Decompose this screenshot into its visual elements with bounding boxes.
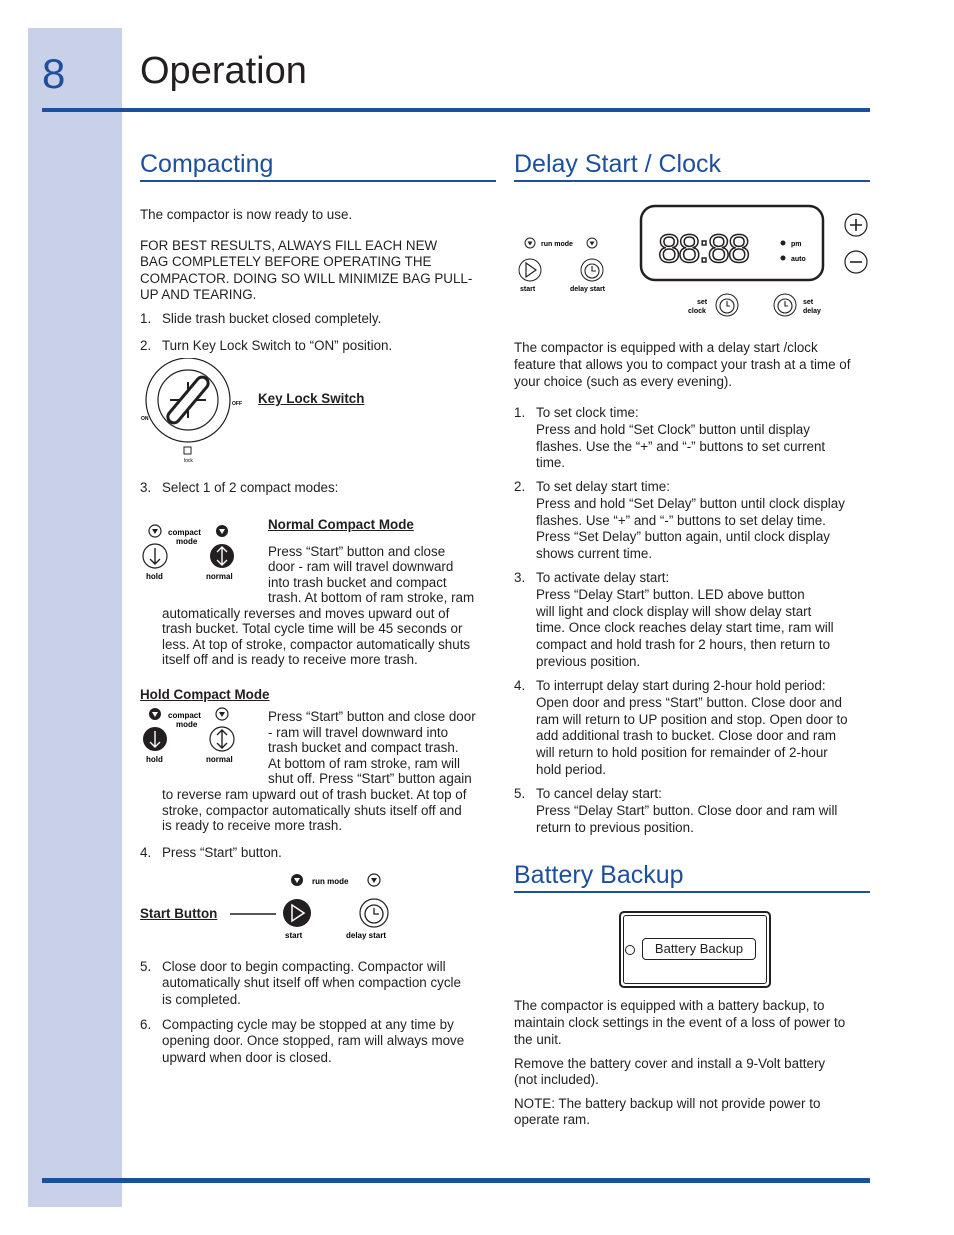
delay-intro: [514, 340, 874, 390]
delay-start-label: delay start: [570, 286, 606, 293]
caution-line: FOR BEST RESULTS, ALWAYS FILL EACH NEW: [140, 238, 438, 253]
battery-panel-frame: [619, 911, 771, 988]
text-line: less. At top of stroke, compactor automatically shuts: [162, 636, 471, 652]
battery-backup-heading: Battery Backup: [514, 861, 870, 893]
mode-label: mode: [176, 537, 198, 546]
hold-mode-title: Hold Compact Mode: [140, 687, 270, 702]
text-line: Press “Start” button and close: [268, 544, 446, 559]
normal-label: normal: [206, 755, 233, 764]
compact-label: compact: [168, 711, 201, 720]
run-mode-label: run mode: [312, 877, 349, 886]
text-line: shut off. Press “Start” button again: [268, 771, 472, 787]
text-line: flashes. Use “+” and “-” buttons to set delay time.: [536, 512, 826, 528]
step-number: 3.: [514, 570, 526, 585]
start-button-label: Start Button: [140, 906, 218, 921]
step-number: 1.: [514, 405, 526, 420]
text-line: The compactor is equipped with a battery backup, to: [514, 998, 825, 1013]
top-rule: [42, 108, 870, 112]
start-button: [519, 259, 541, 281]
battery-paragraph-2: [514, 1056, 874, 1089]
text-line: automatically shut itself off when compaction cycle: [162, 975, 461, 991]
text-line: time. Once clock reaches delay start time, ram will: [536, 620, 834, 636]
key-lock-switch-diagram: [140, 358, 250, 466]
text-line: Press “Delay Start” button. LED above button: [536, 586, 805, 602]
normal-mode-panel: [140, 520, 252, 584]
caution-line: BAG COMPLETELY BEFORE OPERATING THE: [140, 254, 432, 270]
text-line: trash bucket. Total cycle time will be 45 seconds or: [162, 621, 463, 637]
text-line: - ram will travel downward into: [268, 724, 449, 740]
keylock-switch-label: Key Lock Switch: [258, 391, 365, 406]
auto-label: auto: [791, 256, 806, 263]
text-line: Remove the battery cover and install a 9-Volt battery: [514, 1056, 826, 1071]
hold-label: hold: [146, 572, 163, 581]
start-label: start: [520, 286, 536, 293]
text-line: (not included).: [514, 1072, 599, 1088]
battery-paragraph-3: [514, 1096, 874, 1129]
text-line: into trash bucket and compact: [268, 574, 447, 590]
text-line: the unit.: [514, 1031, 562, 1047]
step-number: 5.: [514, 786, 526, 801]
text-line: opening door. Once stopped, ram will always move: [162, 1033, 465, 1049]
run-mode-label: run mode: [541, 241, 573, 248]
text-line: To activate delay start:: [536, 570, 670, 585]
start-button: [283, 899, 311, 927]
text-line: to reverse ram upward out of trash bucket. At top of: [162, 787, 467, 802]
text-line: Compacting cycle may be stopped at any time by: [162, 1017, 454, 1032]
normal-mode-text: [268, 544, 500, 606]
delay-clock-panel: [514, 203, 874, 323]
keylock-off-label: OFF: [232, 401, 242, 407]
battery-led-icon: [625, 945, 635, 955]
text-line: return to previous position.: [536, 819, 694, 835]
battery-paragraph-1: [514, 998, 874, 1048]
text-line: feature that allows you to compact your trash at a time of: [514, 356, 851, 372]
text-line: To interrupt delay start during 2-hour hold period:: [536, 678, 826, 693]
page-title: Operation: [140, 50, 307, 92]
text-line: door - ram will travel downward: [268, 559, 454, 575]
step-number: 3.: [140, 480, 152, 495]
text-line: will light and clock display will show delay start: [536, 603, 812, 619]
hold-mode-panel: [140, 704, 252, 768]
text-line: Open door and press “Start” button. Close door and: [536, 694, 842, 710]
step-number: 6.: [140, 1017, 152, 1032]
compact-label: compact: [168, 528, 201, 537]
step-text: [536, 405, 876, 472]
mode-label: mode: [176, 720, 198, 729]
step-text: [536, 786, 876, 836]
step-text: [162, 1017, 502, 1066]
text-line: Press and hold “Set Delay” button until clock display: [536, 495, 845, 511]
page-sidebar: [28, 28, 122, 1207]
hold-label: hold: [146, 755, 163, 764]
set-delay-delay-label: delay: [803, 308, 821, 315]
normal-mode-text-cont: [162, 606, 502, 668]
text-line: your choice (such as every evening).: [514, 373, 733, 389]
text-line: upward when door is closed.: [162, 1049, 332, 1065]
text-line: automatically reverses and moves upward out of: [162, 606, 450, 621]
text-line: add additional trash to bucket. Close door and ram: [536, 728, 836, 744]
step-number: 2.: [140, 338, 152, 353]
text-line: Press “Set Delay” button again, until clock display: [536, 529, 830, 545]
normal-label: normal: [206, 572, 233, 581]
compacting-intro: The compactor is now ready to use.: [140, 207, 353, 222]
step-number: 4.: [140, 845, 152, 860]
step-number: 5.: [140, 959, 152, 974]
text-line: maintain clock settings in the event of a loss of power to: [514, 1014, 846, 1030]
compacting-heading: Compacting: [140, 150, 496, 182]
step-text: [536, 678, 876, 779]
text-line: operate ram.: [514, 1112, 590, 1128]
auto-led: [781, 256, 786, 261]
text-line: To set clock time:: [536, 405, 639, 420]
text-line: The compactor is equipped with a delay start /clock: [514, 340, 818, 355]
hold-mode-text-cont: [162, 787, 502, 834]
set-clock-clock-label: clock: [688, 308, 706, 315]
bottom-rule: [42, 1178, 870, 1183]
keylock-lock-label: lock: [184, 458, 193, 464]
text-line: trash. At bottom of ram stroke, ram: [268, 590, 475, 606]
start-label: start: [285, 931, 303, 940]
text-line: To set delay start time:: [536, 479, 670, 494]
pm-label: pm: [791, 241, 802, 248]
step-number: 2.: [514, 479, 526, 494]
step-text: [536, 479, 876, 563]
set-delay-set-label: set: [803, 299, 814, 306]
text-line: Press “Start” button and close door: [268, 709, 476, 724]
text-line: ram will return to UP position and stop. Open door to: [536, 711, 848, 727]
page-number: 8: [42, 50, 66, 97]
text-line: stroke, compactor automatically shuts itself off and: [162, 802, 462, 818]
text-line: Press and hold “Set Clock” button until display: [536, 421, 810, 437]
text-line: will return to hold position for remainder of 2-hour: [536, 745, 828, 761]
normal-mode-title: Normal Compact Mode: [268, 517, 414, 532]
text-line: itself off and is ready to receive more trash.: [162, 652, 418, 668]
keylock-on-label: ON: [141, 416, 149, 422]
hold-mode-text: [268, 709, 500, 787]
text-line: flashes. Use the “+” and “-” buttons to set current: [536, 438, 826, 454]
battery-backup-label: Battery Backup: [642, 938, 756, 960]
text-line: hold period.: [536, 761, 606, 777]
caution-line: UP AND TEARING.: [140, 287, 257, 303]
step-number: 1.: [140, 311, 152, 326]
step-text: [162, 959, 502, 1008]
step-text: Slide trash bucket closed completely.: [162, 311, 382, 326]
lock-icon: [184, 447, 191, 454]
caution-line: COMPACTOR. DOING SO WILL MINIMIZE BAG PULL-: [140, 270, 473, 286]
text-line: previous position.: [536, 653, 641, 669]
delay-start-label: delay start: [346, 931, 387, 940]
text-line: To cancel delay start:: [536, 786, 662, 801]
text-line: Close door to begin compacting. Compactor will: [162, 959, 446, 974]
pm-led: [781, 241, 786, 246]
text-line: compact and hold trash for 2 hours, then return to: [536, 637, 831, 653]
step-text: [536, 570, 876, 671]
text-line: is ready to receive more trash.: [162, 818, 343, 834]
clock-display-digits: 88:88: [658, 227, 749, 271]
text-line: time.: [536, 455, 566, 471]
set-clock-set-label: set: [697, 299, 708, 306]
text-line: At bottom of ram stroke, ram will: [268, 755, 460, 771]
compacting-caution: [140, 238, 500, 304]
text-line: trash bucket and compact trash.: [268, 740, 459, 756]
step-text: Select 1 of 2 compact modes:: [162, 480, 339, 495]
text-line: Press “Delay Start” button. Close door and ram will: [536, 802, 838, 818]
text-line: NOTE: The battery backup will not provide power to: [514, 1096, 821, 1111]
step-text: Press “Start” button.: [162, 845, 282, 860]
delay-start-heading: Delay Start / Clock: [514, 150, 870, 182]
step-number: 4.: [514, 678, 526, 693]
start-run-panel: [228, 868, 418, 944]
step-text: Turn Key Lock Switch to “ON” position.: [162, 338, 393, 353]
text-line: is completed.: [162, 991, 241, 1007]
text-line: shows current time.: [536, 546, 653, 562]
